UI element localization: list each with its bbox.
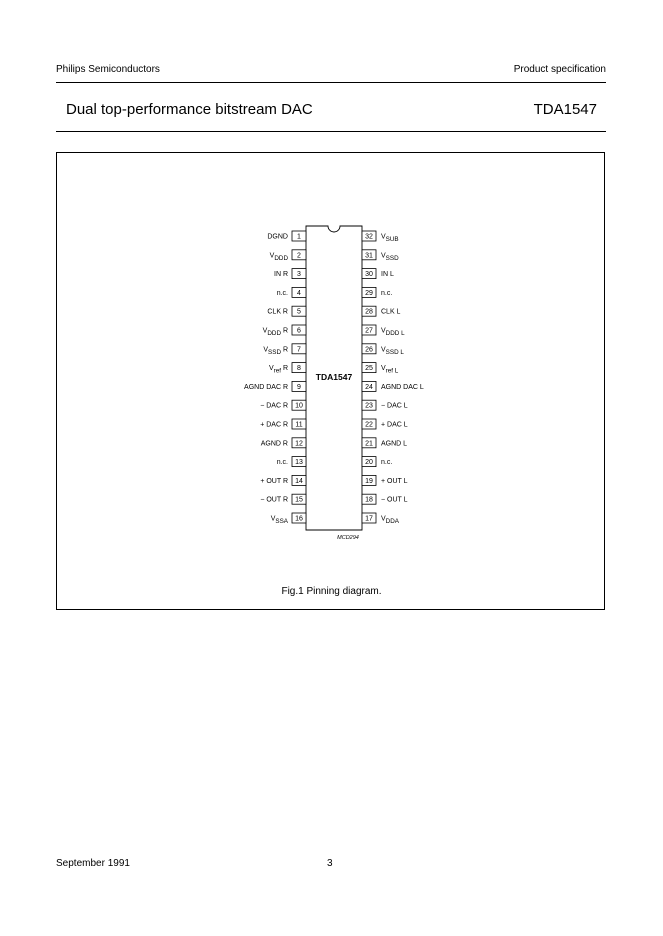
pin-13-name: n.c.: [276, 459, 288, 467]
pin-29-name: n.c.: [381, 289, 393, 297]
right-pin-column: [362, 231, 424, 525]
header-doc-type: Product specification: [513, 64, 606, 75]
pin-11-name: + DAC R: [260, 421, 288, 429]
pin-5-label: [267, 309, 288, 316]
pin-30-number: 30: [365, 271, 373, 279]
pin-5-number: 5: [297, 308, 301, 316]
pin-2-name: V: [269, 252, 275, 260]
pin-14: [260, 475, 306, 485]
pin-7: [263, 344, 306, 356]
pin-15-label: [260, 497, 288, 504]
pin-32-subscript: SUB: [385, 236, 399, 243]
pin-13-label: [277, 459, 288, 466]
pin-31-label: [381, 252, 399, 262]
pin-23-name: − DAC L: [381, 402, 408, 410]
figure-caption: Fig.1 Pinning diagram.: [281, 586, 382, 597]
part-number: TDA1547: [533, 101, 597, 118]
pin-15: [260, 494, 306, 504]
pin-3-number: 3: [297, 271, 301, 279]
pin-1-number: 1: [297, 233, 301, 241]
pin-4-name: n.c.: [276, 289, 288, 297]
pin-8-name: V: [268, 365, 274, 373]
pin-12-number: 12: [295, 440, 303, 448]
pin-18-name: − OUT L: [381, 496, 408, 504]
ic-package: [306, 226, 362, 541]
pin-32-label: [381, 234, 399, 244]
pin-6-label: [263, 328, 288, 338]
pin-28: [362, 306, 401, 316]
pin-5-name: CLK R: [267, 308, 288, 316]
pin-13: [277, 457, 306, 467]
chip-label: TDA1547: [315, 372, 353, 382]
pin-8-suffix: R: [281, 365, 288, 373]
pin-17-subscript: DDA: [385, 518, 399, 525]
pin-12-label: [261, 440, 288, 447]
pin-24-number: 24: [365, 383, 373, 391]
pin-10-label: [260, 403, 288, 410]
pin-14-label: [260, 478, 288, 485]
document-title: Dual top-performance bitstream DAC: [66, 101, 313, 118]
pin-10-number: 10: [295, 402, 303, 410]
pin-20-name: n.c.: [381, 459, 393, 467]
pin-26-number: 26: [365, 346, 373, 354]
pin-11: [260, 419, 306, 429]
pin-25-name: V: [381, 365, 386, 373]
pin-2-subscript: DDD: [274, 254, 288, 262]
pin-31-name: V: [381, 252, 386, 260]
pin-9-label: [244, 384, 288, 391]
footer-date: September 1991: [56, 858, 130, 869]
pin-20-number: 20: [365, 459, 373, 467]
pin-23-number: 23: [365, 402, 373, 410]
pin-29-label: [381, 290, 392, 297]
pin-1-name: DGND: [267, 233, 288, 241]
pin-10-name: − DAC R: [260, 402, 288, 410]
pin-12: [261, 438, 306, 448]
pin-1: [267, 231, 306, 241]
pin-5: [267, 306, 306, 316]
pin-21-label: [381, 440, 407, 447]
pin-27-subscript: DDD L: [385, 330, 405, 337]
pin-19-label: [381, 478, 408, 485]
pin-6-name: V: [262, 327, 268, 335]
pin-16-number: 16: [295, 515, 303, 523]
pin-31-number: 31: [365, 252, 373, 260]
pin-19: [362, 475, 408, 485]
pin-17: [362, 513, 400, 525]
pin-17-number: 17: [365, 515, 373, 523]
pin-3-name: IN R: [274, 271, 288, 279]
pin-3-label: [274, 271, 288, 278]
pin-30: [362, 269, 394, 279]
pin-8-subscript: ref: [273, 367, 281, 375]
pin-16-name: V: [270, 515, 276, 523]
pin-29: [362, 287, 392, 297]
pin-1-label: [267, 234, 288, 241]
pin-24-label: [381, 384, 424, 391]
pin-32: [362, 231, 399, 243]
pin-7-label: [263, 346, 288, 356]
pin-12-name: AGND R: [260, 440, 288, 448]
pin-27: [362, 325, 405, 337]
pin-27-name: V: [381, 327, 386, 335]
pin-27-label: [381, 328, 405, 338]
pin-4-number: 4: [297, 289, 301, 297]
pin-2-label: [270, 252, 289, 262]
pin-7-suffix: R: [281, 346, 288, 354]
pin-16-subscript: SSA: [275, 518, 288, 525]
pin-32-name: V: [381, 233, 386, 241]
pin-18-label: [381, 497, 408, 504]
pin-32-number: 32: [365, 233, 373, 241]
drawing-code: MCD294: [337, 535, 359, 541]
pin-2: [270, 250, 306, 262]
pin-25-subscript: ref L: [385, 367, 399, 375]
pin-16-label: [271, 516, 289, 526]
pin-6-suffix: R: [281, 327, 288, 335]
pin-3: [274, 269, 306, 279]
pin-9: [244, 381, 306, 391]
pin-24-name: AGND DAC L: [381, 383, 424, 391]
pin-30-label: [381, 271, 394, 278]
pin-6: [263, 325, 306, 337]
footer-page-number: 3: [327, 858, 333, 869]
pin-25: [362, 363, 399, 375]
pin-2-number: 2: [297, 252, 301, 260]
pin-22: [362, 419, 408, 429]
pin-6-number: 6: [297, 327, 301, 335]
pin-22-number: 22: [365, 421, 373, 429]
pin-7-name: V: [263, 346, 269, 354]
pin-4-label: [277, 290, 288, 297]
pin-23: [362, 400, 408, 410]
pin-25-number: 25: [365, 365, 373, 373]
pin-18: [362, 494, 408, 504]
pin-11-number: 11: [295, 421, 303, 429]
pin-26-name: V: [381, 346, 386, 354]
pin-8-number: 8: [297, 365, 301, 373]
pin-25-label: [381, 365, 399, 375]
pin-24: [362, 381, 424, 391]
left-pin-column: [244, 231, 306, 525]
header-company: Philips Semiconductors: [56, 64, 160, 75]
pin-28-label: [381, 309, 401, 316]
pin-15-number: 15: [295, 496, 303, 504]
pin-7-number: 7: [297, 346, 301, 354]
pin-4: [277, 287, 306, 297]
pin-17-name: V: [381, 515, 386, 523]
pin-31-subscript: SSD: [385, 254, 399, 262]
pin-22-name: + DAC L: [381, 421, 408, 429]
pin-8: [269, 363, 306, 375]
pin-23-label: [381, 403, 408, 410]
pin-14-name: + OUT R: [260, 477, 288, 485]
pin-18-number: 18: [365, 496, 373, 504]
pin-20: [362, 457, 392, 467]
pin-28-number: 28: [365, 308, 373, 316]
pin-11-label: [260, 422, 288, 429]
pin-9-name: AGND DAC R: [244, 383, 288, 391]
pin-9-number: 9: [297, 383, 301, 391]
pin-6-subscript: DDD: [267, 330, 281, 337]
pin-22-label: [381, 422, 408, 429]
pin-16: [271, 513, 306, 525]
pin-8-label: [269, 365, 288, 375]
pin-10: [260, 400, 306, 410]
pin-26-label: [381, 346, 404, 356]
pin-21: [362, 438, 407, 448]
pin-7-subscript: SSD: [268, 348, 281, 356]
pin-31: [362, 250, 399, 262]
pin-19-name: + OUT L: [381, 477, 408, 485]
pin-17-label: [381, 516, 400, 526]
pin-19-number: 19: [365, 477, 373, 485]
pin-30-name: IN L: [381, 271, 394, 279]
pin-26-subscript: SSD L: [385, 348, 404, 356]
pin-27-number: 27: [365, 327, 373, 335]
pin-26: [362, 344, 404, 356]
pin-15-name: − OUT R: [260, 496, 288, 504]
pin-13-number: 13: [295, 459, 303, 467]
pin-21-number: 21: [365, 440, 373, 448]
pin-28-name: CLK L: [381, 308, 401, 316]
pin-21-name: AGND L: [381, 440, 408, 448]
pin-29-number: 29: [365, 289, 373, 297]
pin-20-label: [381, 459, 392, 466]
pin-14-number: 14: [295, 477, 303, 485]
